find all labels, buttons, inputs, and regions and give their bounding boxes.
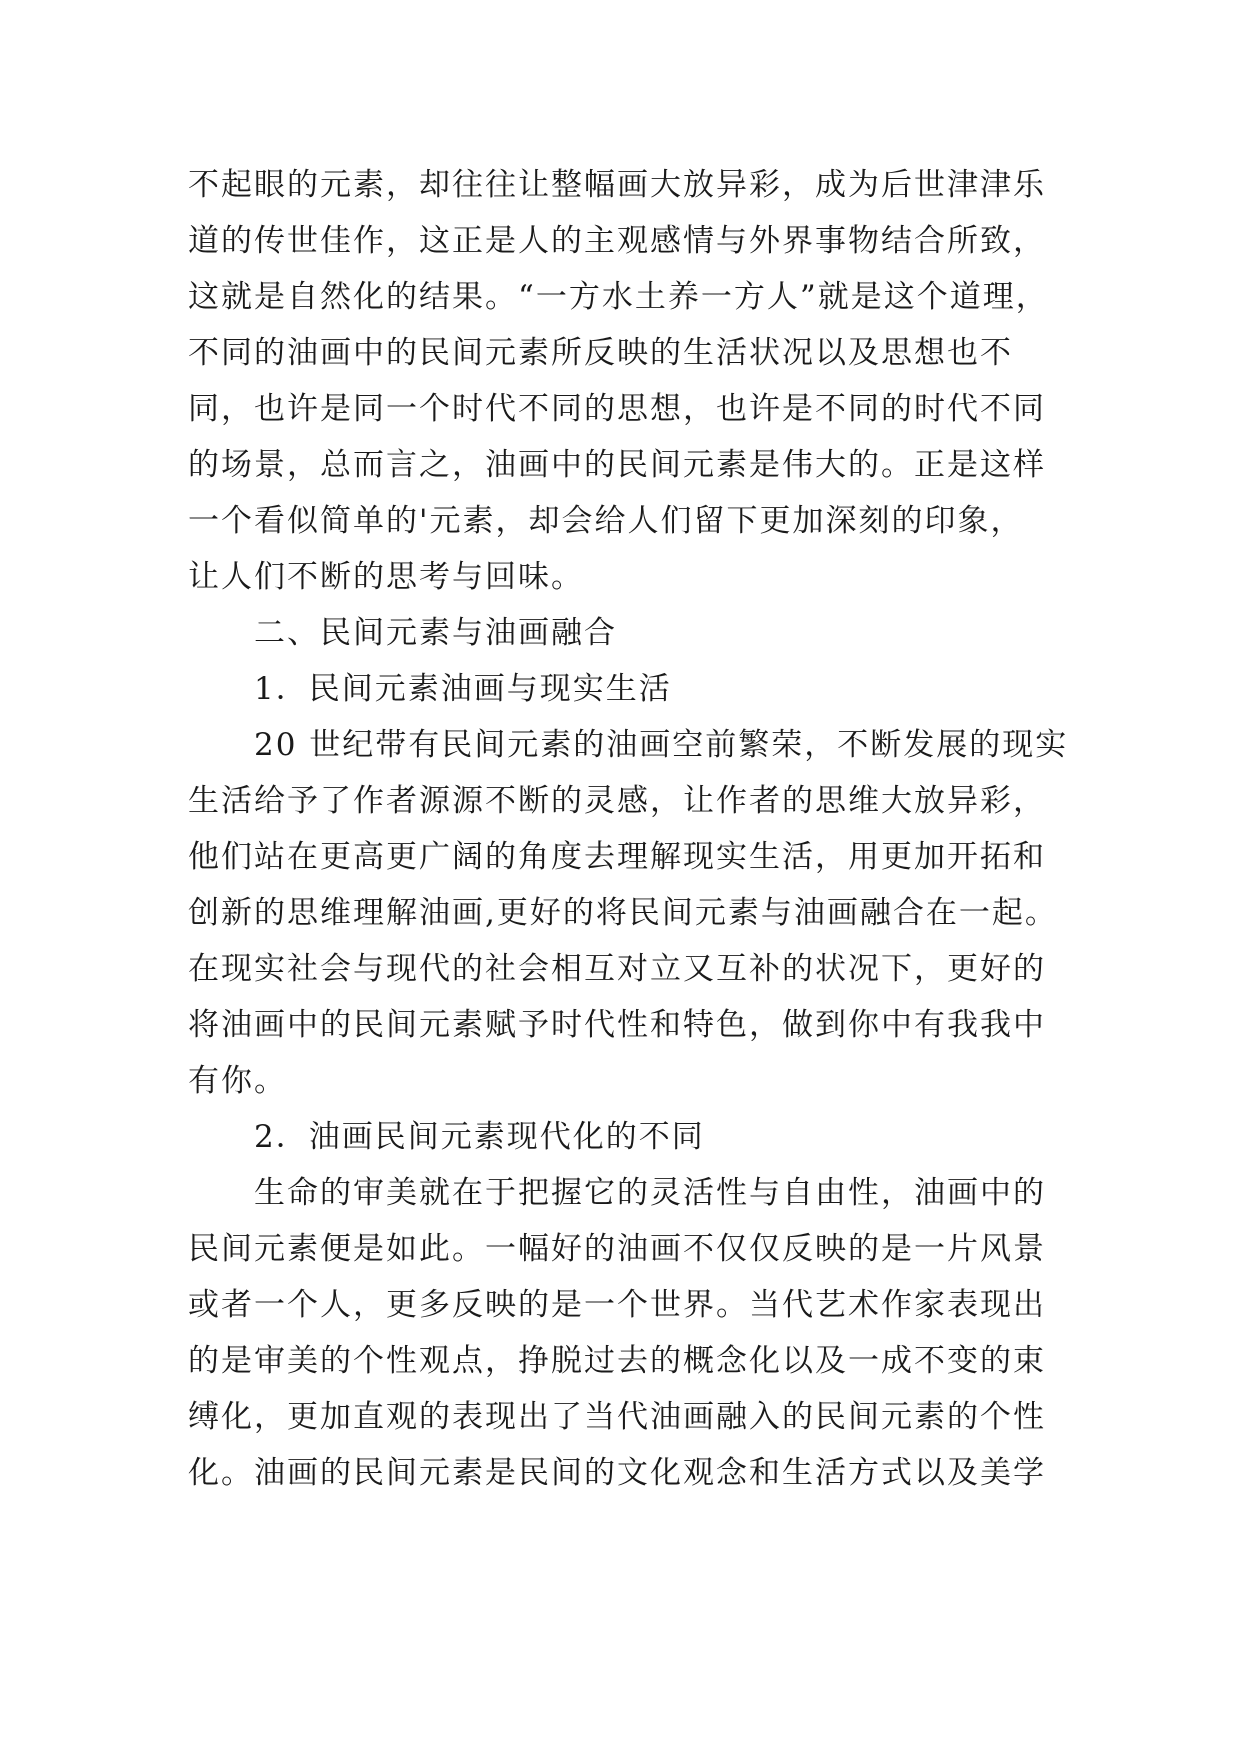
subsection-heading: 2．油画民间元素现代化的不同 xyxy=(254,1119,705,1155)
text-line: 民间元素便是如此。一幅好的油画不仅仅反映的是一片风景 xyxy=(188,1231,1046,1267)
text-line: 20 世纪带有民间元素的油画空前繁荣，不断发展的现实 xyxy=(254,727,1069,763)
text-line: 有你。 xyxy=(188,1063,287,1099)
text-line: 生命的审美就在于把握它的灵活性与自由性，油画中的 xyxy=(254,1175,1046,1211)
text-line: 一个看似简单的'元素，却会给人们留下更加深刻的印象， xyxy=(188,503,1024,539)
text-line: 的是审美的个性观点，挣脱过去的概念化以及一成不变的束 xyxy=(188,1343,1046,1379)
section-heading: 二、民间元素与油画融合 xyxy=(254,615,617,651)
text-line: 不起眼的元素，却往往让整幅画大放异彩，成为后世津津乐 xyxy=(188,167,1046,203)
text-line: 缚化，更加直观的表现出了当代油画融入的民间元素的个性 xyxy=(188,1399,1046,1435)
text-line: 让人们不断的思考与回味。 xyxy=(188,559,584,595)
text-line: 创新的思维理解油画,更好的将民间元素与油画融合在一起。 xyxy=(188,895,1058,931)
text-line: 不同的油画中的民间元素所反映的生活状况以及思想也不 xyxy=(188,335,1013,371)
subsection-heading: 1．民间元素油画与现实生活 xyxy=(254,671,672,707)
text-line: 同，也许是同一个时代不同的思想，也许是不同的时代不同 xyxy=(188,391,1046,427)
text-line: 他们站在更高更广阔的角度去理解现实生活，用更加开拓和 xyxy=(188,839,1046,875)
text-line: 化。油画的民间元素是民间的文化观念和生活方式以及美学 xyxy=(188,1455,1046,1491)
text-line: 或者一个人，更多反映的是一个世界。当代艺术作家表现出 xyxy=(188,1287,1046,1323)
text-line: 在现实社会与现代的社会相互对立又互补的状况下，更好的 xyxy=(188,951,1046,987)
text-line: 将油画中的民间元素赋予时代性和特色，做到你中有我我中 xyxy=(188,1007,1046,1043)
text-line: 生活给予了作者源源不断的灵感，让作者的思维大放异彩， xyxy=(188,783,1046,819)
text-line: 道的传世佳作，这正是人的主观感情与外界事物结合所致， xyxy=(188,223,1046,259)
text-line: 这就是自然化的结果。“一方水土养一方人”就是这个道理， xyxy=(188,279,1049,315)
text-line: 的场景，总而言之，油画中的民间元素是伟大的。正是这样 xyxy=(188,447,1046,483)
